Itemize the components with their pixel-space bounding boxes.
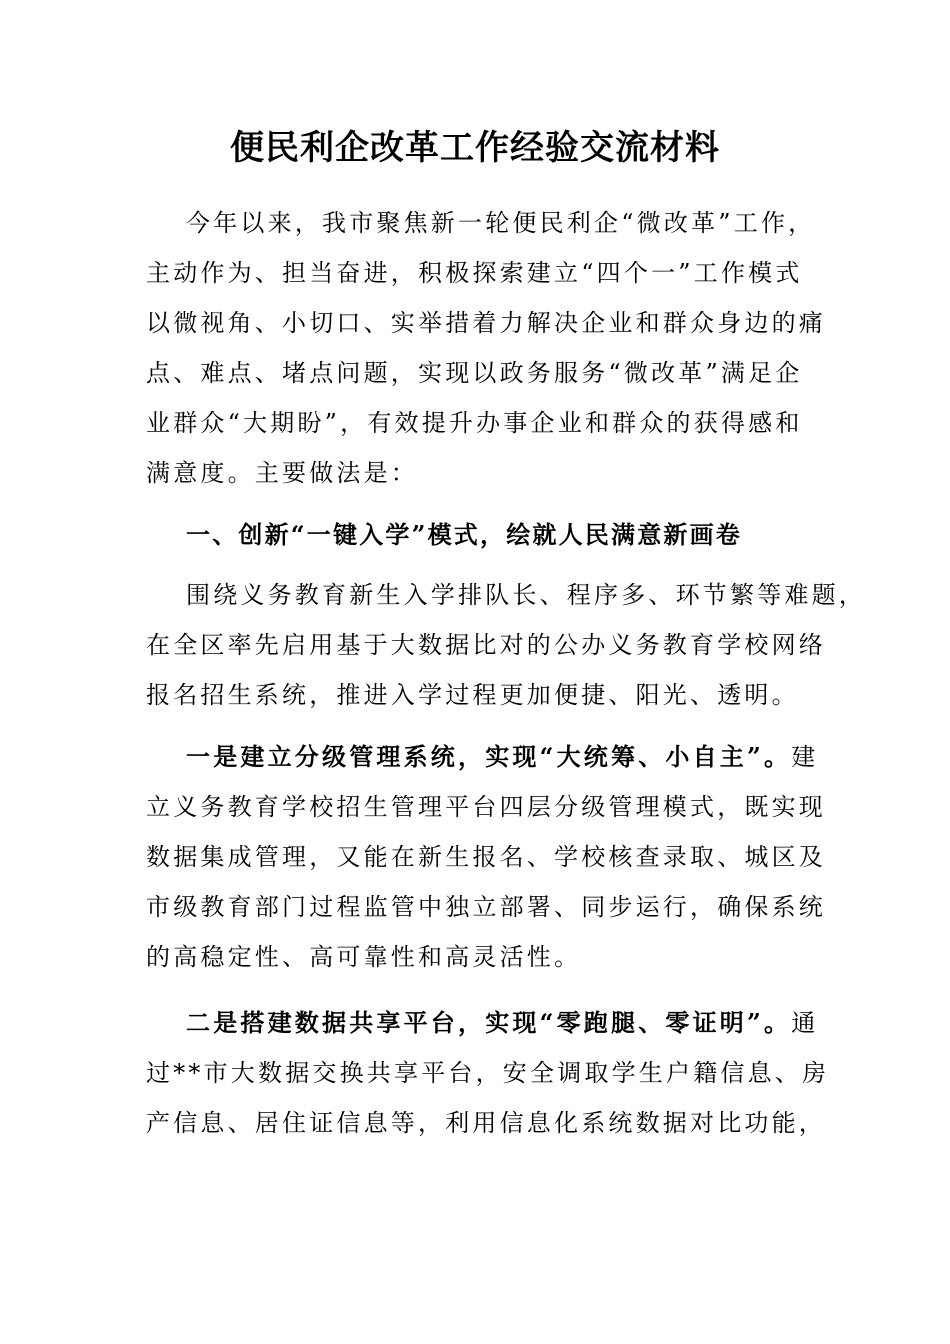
text-line: 满意度。主要做法是：	[146, 459, 418, 487]
item2-lead: 二是搭建数据共享平台，实现“零跑腿、零证明”。	[186, 1008, 792, 1037]
text-line: 产信息、居住证信息等，利用信息化系统数据对比功能，	[146, 1109, 826, 1137]
item2-first-tail: 通	[791, 1009, 819, 1037]
text-line: 报名招生系统，推进入学过程更加便捷、阳光、透明。	[146, 681, 799, 709]
text-line: 点、难点、堵点问题，实现以政务服务“微改革”满足企	[146, 359, 803, 387]
item1-lead: 一是建立分级管理系统，实现“大统筹、小自主”。	[186, 742, 792, 771]
item1-first-line	[146, 732, 819, 782]
section-heading: 一、创新“一键入学”模式，绘就人民满意新画卷	[186, 520, 743, 549]
item2-paragraph	[146, 998, 830, 1148]
item1-paragraph	[146, 732, 826, 982]
document-title: 便民利企改革工作经验交流材料	[230, 128, 720, 168]
item2-first-line	[146, 998, 819, 1048]
text-line: 今年以来，我市聚焦新一轮便民利企“微改革”工作，	[186, 209, 816, 237]
intro-paragraph	[146, 198, 826, 498]
text-line: 业群众“大期盼”，有效提升办事企业和群众的获得感和	[146, 409, 803, 437]
text-line: 市级教育部门过程监管中独立部署、同步运行，确保系统	[146, 893, 826, 921]
text-line: 主动作为、担当奋进，积极探索建立“四个一”工作模式	[146, 259, 803, 287]
text-line: 在全区率先启用基于大数据比对的公办义务教育学校网络	[146, 631, 826, 659]
text-line: 的高稳定性、高可靠性和高灵活性。	[146, 943, 582, 971]
text-line: 过**市大数据交换共享平台，安全调取学生户籍信息、房	[146, 1059, 830, 1087]
text-line: 立义务教育学校招生管理平台四层分级管理模式，既实现	[146, 793, 826, 821]
text-line: 围绕义务教育新生入学排队长、程序多、环节繁等难题，	[186, 581, 866, 609]
section1-paragraph	[146, 570, 866, 720]
text-line: 以微视角、小切口、实举措着力解决企业和群众身边的痛	[146, 309, 826, 337]
text-line: 数据集成管理，又能在新生报名、学校核查录取、城区及	[146, 843, 826, 871]
item1-first-tail: 建	[791, 743, 819, 771]
